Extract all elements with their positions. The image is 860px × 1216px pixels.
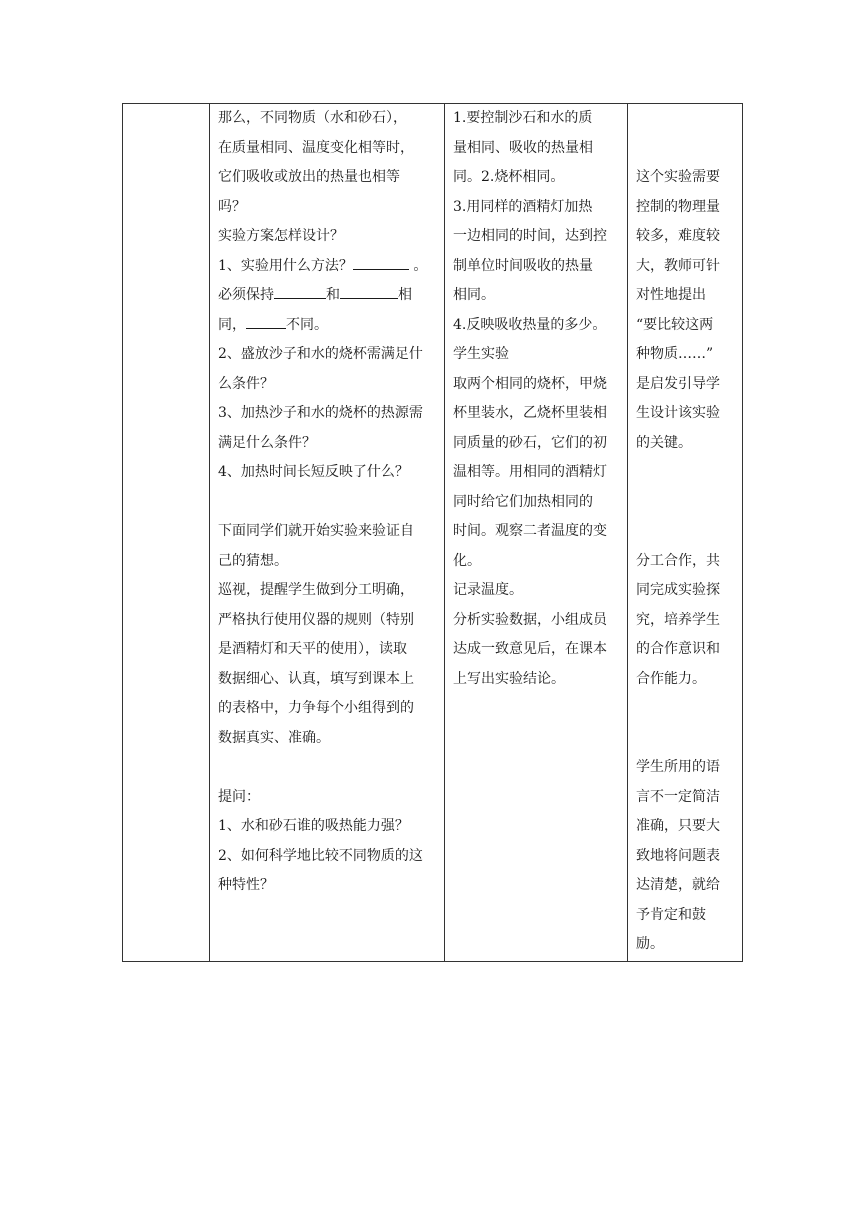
question-text: 。 xyxy=(408,257,428,274)
text-line: 的关键。 xyxy=(636,434,692,451)
text-line: 吗？ xyxy=(218,198,246,215)
fill-blank xyxy=(274,281,326,299)
text-line: 时间。观察二者温度的变 xyxy=(453,523,607,539)
text-line: 是酒精灯和天平的使用），读取 xyxy=(218,641,407,657)
text-line: 2、盛放沙子和水的烧杯需满足什 xyxy=(218,346,423,362)
spacer-line xyxy=(636,694,742,724)
spacer-line xyxy=(218,488,444,518)
text-line: 那么，不同物质（水和砂石）， xyxy=(218,110,407,126)
design-intent-cell xyxy=(628,104,743,962)
text-line: 同。2.烧杯相同。 xyxy=(453,169,565,185)
question-text: 相 xyxy=(398,287,412,303)
text-line: 是启发引导学 xyxy=(636,375,720,392)
text-line: 合作能力。 xyxy=(636,670,706,687)
text-line: 究，培养学生 xyxy=(636,611,720,628)
text-line: 数据细心、认真，填写到课本上 xyxy=(218,670,414,687)
text-line: 数据真实、准确。 xyxy=(218,729,330,746)
text-line: 4、加热时间长短反映了什么？ xyxy=(218,464,409,480)
text-line: “要比较这两 xyxy=(636,316,714,333)
text-line: 下面同学们就开始实验来验证自 xyxy=(218,523,414,539)
text-line: 种特性？ xyxy=(218,877,274,893)
student-activity-text xyxy=(445,104,627,694)
text-line: 大，教师可针 xyxy=(636,257,720,274)
text-line: 生设计该实验 xyxy=(636,405,720,421)
text-line: 种物质……” xyxy=(636,346,714,362)
text-line: 予肯定和鼓 xyxy=(636,906,706,923)
text-line: 准确，只要大 xyxy=(636,818,720,834)
text-line: 3.用同样的酒精灯加热 xyxy=(453,198,593,215)
design-intent-text xyxy=(628,104,742,960)
spacer-line xyxy=(636,488,742,518)
text-line: 么条件？ xyxy=(218,375,274,392)
text-line: 1、水和砂石谁的吸热能力强？ xyxy=(218,818,409,834)
text-line: 这个实验需要 xyxy=(636,169,720,185)
text-line: 化。 xyxy=(453,552,481,569)
text-line: 在质量相同、温度变化相等时， xyxy=(218,139,414,156)
text-line: 学生实验 xyxy=(453,346,509,362)
text-line: 相同。 xyxy=(453,287,495,303)
spacer-line xyxy=(636,104,742,134)
text-line: 己的猜想。 xyxy=(218,552,288,569)
text-line: 同完成实验探 xyxy=(636,582,720,598)
text-line: 4.反映吸收热量的多少。 xyxy=(453,316,607,333)
text-line: 它们吸收或放出的热量也相等 xyxy=(218,169,400,185)
text-line: 2、如何科学地比较不同物质的这 xyxy=(218,847,423,864)
text-line: 的表格中，力争每个小组得到的 xyxy=(218,700,414,716)
fill-blank xyxy=(353,252,409,270)
text-line: 上写出实验结论。 xyxy=(453,670,565,687)
text-line: 温相等。用相同的酒精灯 xyxy=(453,464,607,480)
question-text: 同， xyxy=(218,316,246,333)
text-line: 达成一致意见后，在课本 xyxy=(453,641,607,657)
text-line: 杯里装水，乙烧杯里装相 xyxy=(453,405,607,421)
text-line: 分析实验数据，小组成员 xyxy=(453,611,607,628)
text-line: 励。 xyxy=(636,936,664,952)
text-line: 制单位时间吸收的热量 xyxy=(453,257,593,274)
teacher-activity-cell xyxy=(210,104,445,962)
lesson-plan-table xyxy=(122,103,743,962)
text-line: 分工合作，共 xyxy=(636,552,720,569)
text-line: 一边相同的时间，达到控 xyxy=(453,228,607,244)
student-activity-cell xyxy=(445,104,628,962)
fill-blank xyxy=(246,311,286,329)
spacer-line xyxy=(218,753,444,783)
text-line: 较多，难度较 xyxy=(636,228,720,244)
text-line: 控制的物理量 xyxy=(636,198,720,215)
question-method-line xyxy=(218,252,444,282)
text-line: 满足什么条件？ xyxy=(218,434,316,451)
text-line: 取两个相同的烧杯，甲烧 xyxy=(453,375,607,392)
text-line: 巡视，提醒学生做到分工明确， xyxy=(218,582,414,598)
teacher-activity-text xyxy=(210,104,444,901)
question-text: 和 xyxy=(326,287,340,303)
spacer-line xyxy=(636,724,742,754)
text-line: 量相同、吸收的热量相 xyxy=(453,139,593,156)
text-line: 3、加热沙子和水的烧杯的热源需 xyxy=(218,405,423,421)
text-line: 致地将问题表 xyxy=(636,847,720,864)
text-line: 1.要控制沙石和水的质 xyxy=(453,110,593,126)
text-line: 同时给它们加热相同的 xyxy=(453,493,593,510)
text-line: 提问： xyxy=(218,788,260,805)
text-line: 记录温度。 xyxy=(453,582,523,598)
text-line: 言不一定简洁 xyxy=(636,788,720,805)
question-text: 必须保持 xyxy=(218,287,274,303)
keep-line xyxy=(218,281,444,311)
question-text: 1、实验用什么方法？ xyxy=(218,257,353,274)
text-line: 严格执行使用仪器的规则（特别 xyxy=(218,611,414,628)
stage-cell xyxy=(123,104,210,962)
question-text: 不同。 xyxy=(286,316,328,333)
text-line: 达清楚，就给 xyxy=(636,877,720,893)
text-line: 学生所用的语 xyxy=(636,759,720,775)
text-line: 同质量的砂石，它们的初 xyxy=(453,434,607,451)
text-line: 实验方案怎样设计？ xyxy=(218,228,344,244)
spacer-line xyxy=(636,517,742,547)
same-line xyxy=(218,311,444,341)
text-line: 对性地提出 xyxy=(636,287,706,303)
spacer-line xyxy=(636,134,742,164)
table-row xyxy=(123,104,743,962)
fill-blank xyxy=(340,281,398,299)
spacer-line xyxy=(636,458,742,488)
text-line: 的合作意识和 xyxy=(636,641,720,657)
